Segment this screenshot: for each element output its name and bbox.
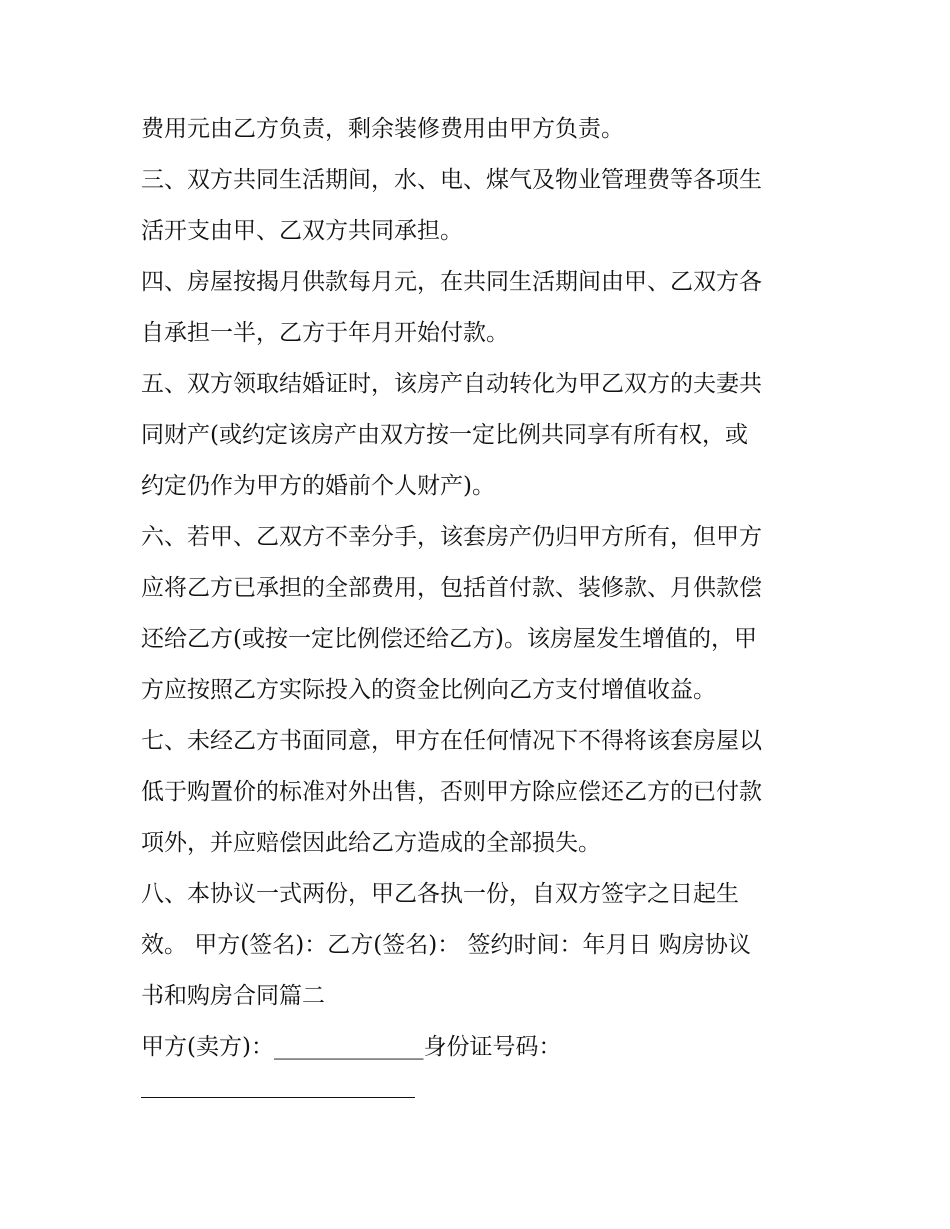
- text-line: 六、若甲、乙双方不幸分手，该套房产仍归甲方所有，但甲方: [141, 524, 762, 550]
- text-line: 方应按照乙方实际投入的资金比例向乙方支付增值收益。: [141, 677, 716, 703]
- text-line: 同财产(或约定该房产由双方按一定比例共同享有所有权，或: [141, 422, 748, 448]
- text-line: 三、双方共同生活期间，水、电、煤气及物业管理费等各项生: [141, 167, 762, 193]
- text-line: 项外，并应赔偿因此给乙方造成的全部损失。: [141, 830, 601, 856]
- text-line: 甲方(卖方)：_____________身份证号码：: [141, 1034, 562, 1060]
- text-line: 约定仍作为甲方的婚前个人财产)。: [141, 473, 495, 499]
- text-line: 书和购房合同篇二: [141, 983, 325, 1009]
- id-number-blank-line: [141, 1097, 415, 1098]
- text-line: 应将乙方已承担的全部费用，包括首付款、装修款、月供款偿: [141, 575, 762, 601]
- text-line: 还给乙方(或按一定比例偿还给乙方)。该房屋发生增值的，甲: [141, 626, 757, 652]
- text-line: 自承担一半，乙方于年月开始付款。: [141, 320, 509, 346]
- document-body: [141, 106, 821, 1075]
- text-line: 七、未经乙方书面同意，甲方在任何情况下不得将该套房屋以: [141, 728, 762, 754]
- text-line: 低于购置价的标准对外出售，否则甲方除应偿还乙方的已付款: [141, 779, 762, 805]
- text-line: 五、双方领取结婚证时，该房产自动转化为甲乙双方的夫妻共: [141, 371, 762, 397]
- text-line: 费用元由乙方负责，剩余装修费用由甲方负责。: [141, 116, 624, 142]
- text-line: 八、本协议一式两份，甲乙各执一份，自双方签字之日起生: [141, 881, 739, 907]
- text-line: 活开支由甲、乙双方共同承担。: [141, 218, 463, 244]
- text-line: 四、房屋按揭月供款每月元，在共同生活期间由甲、乙双方各: [141, 269, 762, 295]
- text-line: 效。 甲方(签名)：乙方(签名)： 签约时间：年月日 购房协议: [141, 932, 751, 958]
